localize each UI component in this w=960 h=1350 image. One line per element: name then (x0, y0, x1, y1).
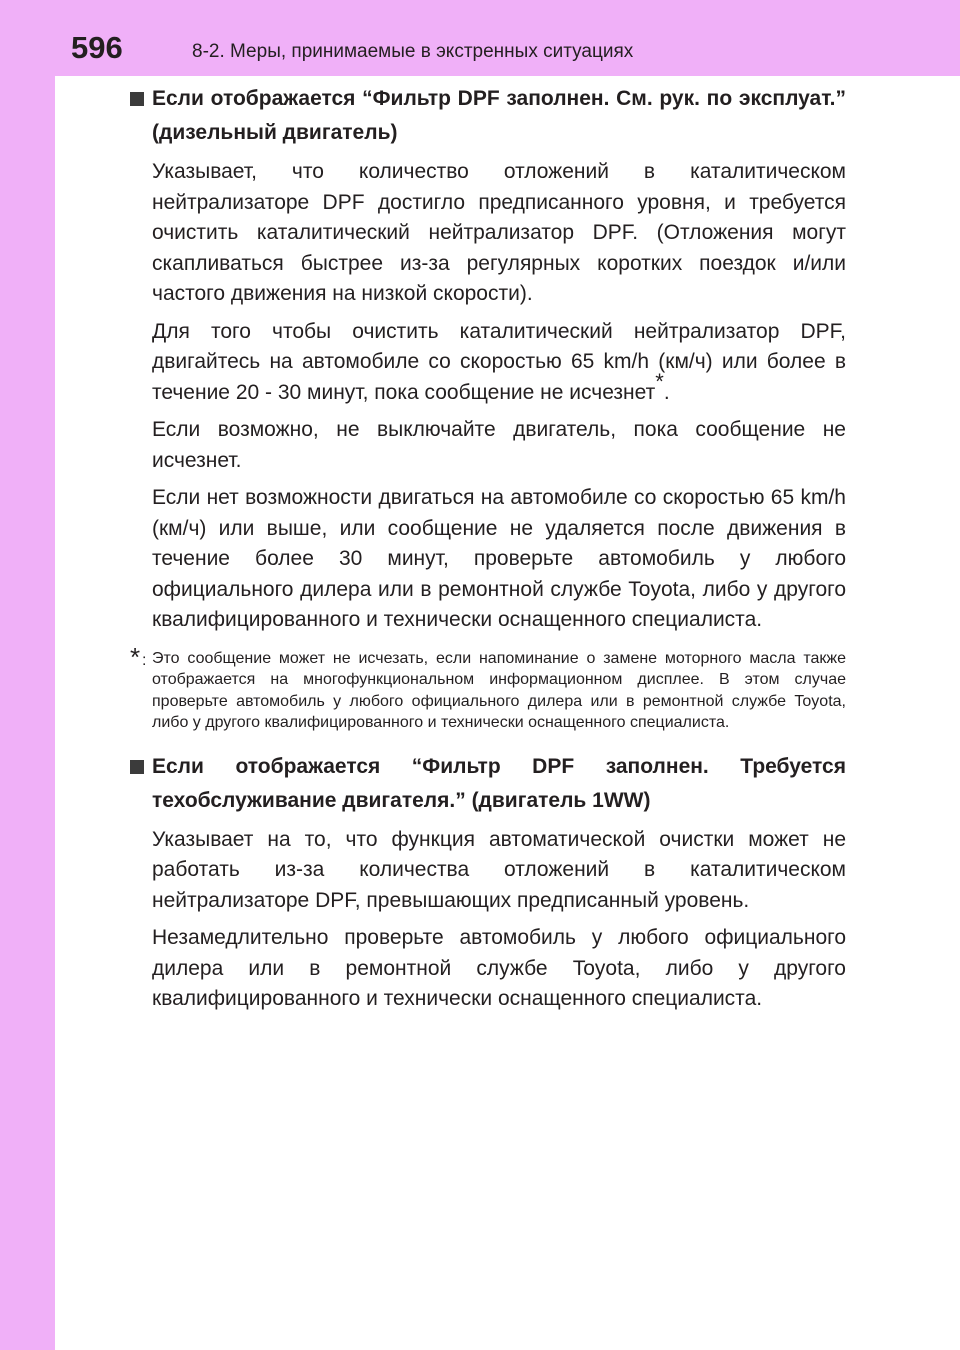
paragraph: Указывает, что количество отложений в каталитическом нейтрализаторе DPF достигло предписанного уровня, и требуется очистить каталитический нейтрализатор DPF. (Отложения могут скапливаться быстрее из-за регулярных коротких поездок и/или частого движения на низкой скорости). (152, 160, 846, 305)
page-sidebar-band (0, 0, 55, 1350)
paragraph: Незамедлительно проверьте автомобиль у любого официального дилера или в ремонтной службе Toyota, либо у другого квалифицированного и технически оснащенного специалиста. (152, 926, 846, 1010)
paragraph: Указывает на то, что функция автоматической очистки может не работать из-за количества отложений в каталитическом нейтрализаторе DPF, превышающих предписанный уровень. (152, 827, 846, 912)
section-heading: Если отображается “Фильтр DPF заполнен. Требуется техобслуживание двигателя.” (двигатель 1WW) (152, 754, 846, 812)
section-heading: Если отображается “Фильтр DPF заполнен. См. рук. по эксплуат.” (дизельный двигатель) (152, 87, 846, 144)
paragraph: Если нет возможности двигаться на автомобиле со скоростью 65 km/h (км/ч) или выше, или сообщение не удаляется после движения в течение более 30 минут, проверьте автомобиль у любого официального дилера или в ремонтной службе Toyota, либо у другого квалифицированного и технически оснащенного специалиста. (152, 486, 846, 631)
section-title: 8-2. Меры, принимаемые в экстренных ситуациях (192, 41, 634, 62)
page-number: 596 (71, 30, 123, 65)
footnote-asterisk: * (130, 641, 141, 672)
page-content (130, 82, 846, 1015)
paragraph-period: . (663, 380, 670, 404)
asterisk-mark: * (655, 368, 664, 394)
square-bullet-icon (130, 760, 144, 774)
paragraph: Если возможно, не выключайте двигатель, пока сообщение не исчезнет. (152, 418, 846, 472)
page-header-band (55, 0, 960, 76)
paragraph (152, 317, 846, 409)
footnote-colon: : (142, 651, 147, 669)
section-dpf-full-1ww (130, 750, 846, 1015)
footnote-text: Это сообщение может не исчезать, если напоминание о замене моторного масла также отображается на многофункциональном информационном дисплее. В этом случае проверьте автомобиль у любого официального дилера или в ремонтной службе Toyota, либо у другого квалифицированного и технически оснащенного специалиста. (152, 649, 846, 731)
paragraph-text: Для того чтобы очистить каталитический нейтрализатор DPF, двигайтесь на автомобиле со скоростью 65 km/h (км/ч) или более в течение 20 - 30 минут, пока сообщение не исчезнет (152, 319, 846, 404)
square-bullet-icon (130, 92, 144, 106)
section-dpf-full-diesel (130, 82, 846, 636)
footnote (130, 641, 846, 734)
